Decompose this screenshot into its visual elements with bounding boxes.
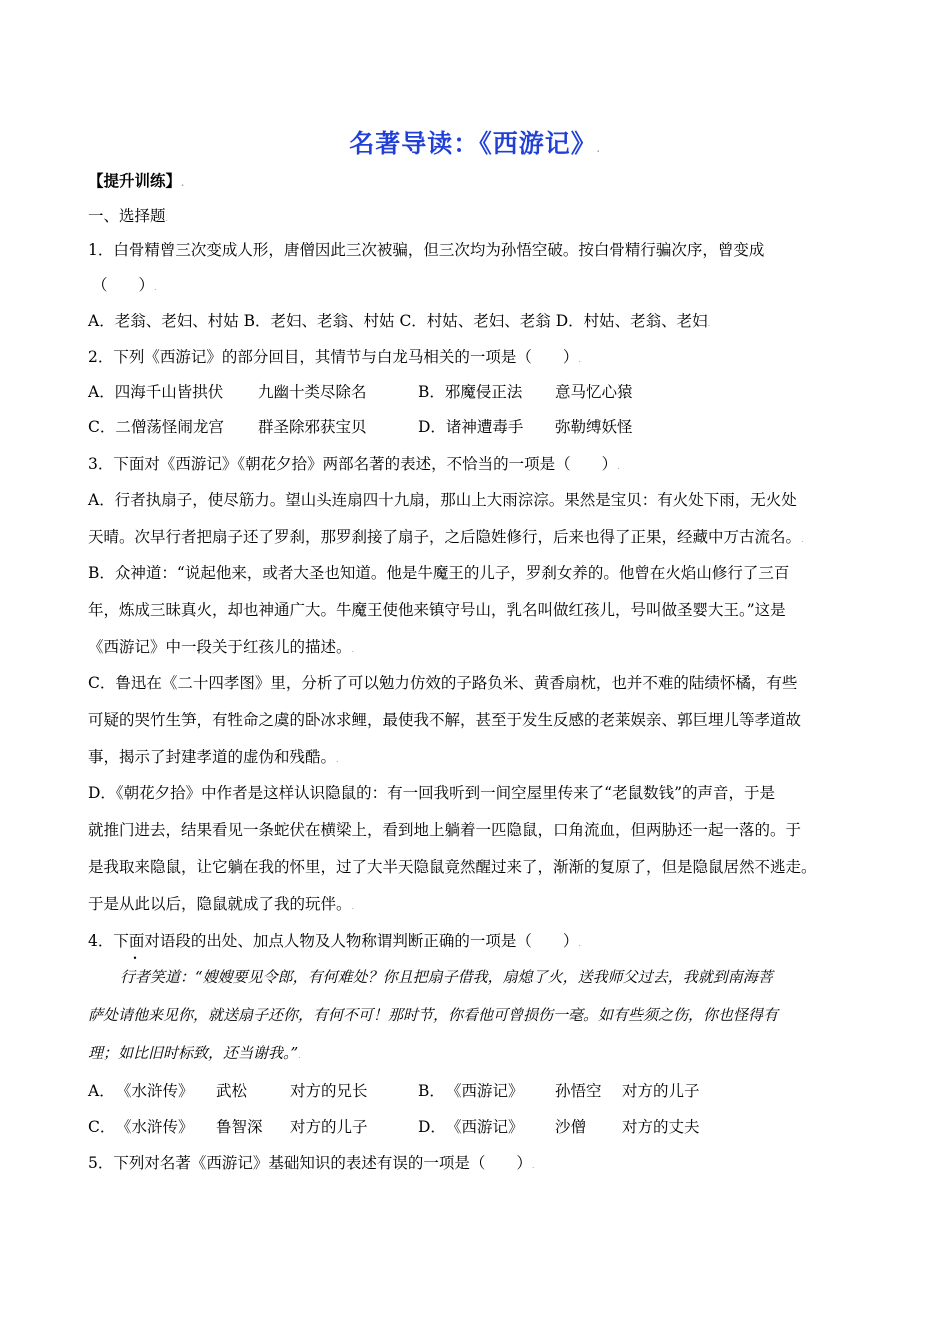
part-heading: 一、选择题. xyxy=(88,207,169,225)
question-3-option-c-line-2: 可疑的哭竹生笋，有牲命之虞的卧冰求鲤，最使我不解，甚至于发生反感的老莱娱亲、郭巨埋儿等孝道故 xyxy=(88,711,802,729)
question-1-options: A．老翁、老妇、村姑 B．老妇、老翁、村姑 C．村姑、老妇、老翁 D．村姑、老翁、老妇. xyxy=(88,312,711,330)
option-b: B．邪魔侵正法 xyxy=(418,383,523,401)
option-a-person: 武松 xyxy=(216,1082,248,1100)
question-4-passage-line-2: 萨处请他来见你，就送扇子还你，有何不可！那时节，你看他可曾损伤一毫。如有些须之伤，你也怪得有 xyxy=(88,1006,779,1024)
question-3-option-b-line-2: 年，炼成三昧真火，却也神通广大。牛魔王使他来镇守号山，乳名叫做红孩儿，号叫做圣婴大王。”这是 xyxy=(88,601,786,619)
question-2-options-row-2 xyxy=(88,416,888,438)
option-a: A． xyxy=(88,1082,115,1100)
question-3-option-a-line-2: 天晴。次早行者把扇子还了罗刹，那罗刹接了扇子，之后隐姓修行，后来也得了正果，经藏中万古流名。. xyxy=(88,528,804,546)
option-d-text: 弥勒缚妖怪 xyxy=(555,418,633,436)
option-c-person: 鲁智深 xyxy=(216,1118,263,1136)
question-3-option-a-line-1: A．行者执扇子，使尽筋力。望山头连扇四十九扇，那山上大雨淙淙。果然是宝贝：有火处下雨，无火处 xyxy=(88,491,797,509)
page-title: 名著导读：《西游记》. xyxy=(349,129,601,158)
option-d-title: 对方的丈夫 xyxy=(622,1118,700,1136)
option-a: A．四海千山皆拱伏 xyxy=(88,383,224,401)
option-c-title: 对方的儿子 xyxy=(290,1118,368,1136)
option-c-text: 群圣除邪获宝贝 xyxy=(258,418,367,436)
option-d-source: 《西游记》 xyxy=(446,1118,524,1136)
question-4-options-row-1 xyxy=(88,1080,888,1102)
option-d: D． xyxy=(418,1118,446,1136)
question-3-option-c-line-1: C．鲁迅在《二十四孝图》里，分析了可以勉力仿效的子路负米、黄香扇枕，也并不难的陆绩怀橘，有些 xyxy=(88,674,798,692)
question-4-stem: 4．下面对语段的出处、加点人物及人物称谓判断正确的一项是（ ）. xyxy=(88,932,581,950)
question-1-blank: （ ）. xyxy=(92,276,157,294)
option-c: C．二僧荡怪闹龙宫 xyxy=(88,418,224,436)
question-4-passage-line-1: 行者笑道：“嫂嫂要见令郎，有何难处？你且把扇子借我，扇熄了火，送我师父过去，我就到南海菩 xyxy=(120,968,773,986)
question-2-options-row-1 xyxy=(88,381,888,403)
question-1-stem: 1．白骨精曾三次变成人形，唐僧因此三次被骗，但三次均为孙悟空破。按白骨精行骗次序，曾变成 xyxy=(88,241,765,259)
option-b-person: 孙悟空 xyxy=(555,1082,602,1100)
question-5-stem: 5．下列对名著《西游记》基础知识的表述有误的一项是（ ）. xyxy=(88,1154,535,1172)
option-c: C． xyxy=(88,1118,116,1136)
option-b-title: 对方的儿子 xyxy=(622,1082,700,1100)
dotted-character: 行者 xyxy=(120,968,151,986)
question-3-option-b-line-3: 《西游记》中一段关于红孩儿的描述。. xyxy=(88,638,355,656)
option-a-title: 对方的兄长 xyxy=(290,1082,368,1100)
option-a-source: 《水浒传》 xyxy=(116,1082,194,1100)
question-3-stem: 3．下面对《西游记》《朝花夕拾》两部名著的表述，不恰当的一项是（ ）. xyxy=(88,455,620,473)
option-b: B． xyxy=(418,1082,445,1100)
question-3-option-d-line-4: 于是从此以后，隐鼠就成了我的玩伴。. xyxy=(88,895,355,913)
section-heading: 【提升训练】. xyxy=(88,172,185,190)
option-a-text: 九幽十类尽除名 xyxy=(258,383,367,401)
question-3-option-d-line-2: 就推门进去，结果看见一条蛇伏在横梁上，看到地上躺着一匹隐鼠，口角流血，但两胁还一起一落的。于 xyxy=(88,821,802,839)
question-2-stem: 2．下列《西游记》的部分回目，其情节与白龙马相关的一项是（ ）. xyxy=(88,348,581,366)
option-d-person: 沙僧 xyxy=(555,1118,587,1136)
question-3-option-b-line-1: B．众神道：“说起他来，或者大圣也知道。他是牛魔王的儿子，罗刹女养的。他曾在火焰山修行了三百 xyxy=(88,564,790,582)
question-4-options-row-2 xyxy=(88,1116,888,1138)
option-d: D．诸神遭毒手 xyxy=(418,418,524,436)
question-3-option-c-line-3: 事，揭示了封建孝道的虚伪和残酷。. xyxy=(88,748,339,766)
option-c-source: 《水浒传》 xyxy=(116,1118,194,1136)
question-3-option-d-line-3: 是我取来隐鼠，让它躺在我的怀里，过了大半天隐鼠竟然醒过来了，渐渐的复原了，但是隐鼠居然不逃走。 xyxy=(88,858,817,876)
option-b-text: 意马忆心猿 xyxy=(555,383,633,401)
option-b-source: 《西游记》 xyxy=(446,1082,524,1100)
question-3-option-d-line-1: D．《朝花夕拾》中作者是这样认识隐鼠的：有一回我听到一间空屋里传来了“老鼠数钱”的声音，于是 xyxy=(88,784,776,802)
question-4-passage-line-3: 理；如比旧时标致，还当谢我。”. xyxy=(88,1044,301,1062)
